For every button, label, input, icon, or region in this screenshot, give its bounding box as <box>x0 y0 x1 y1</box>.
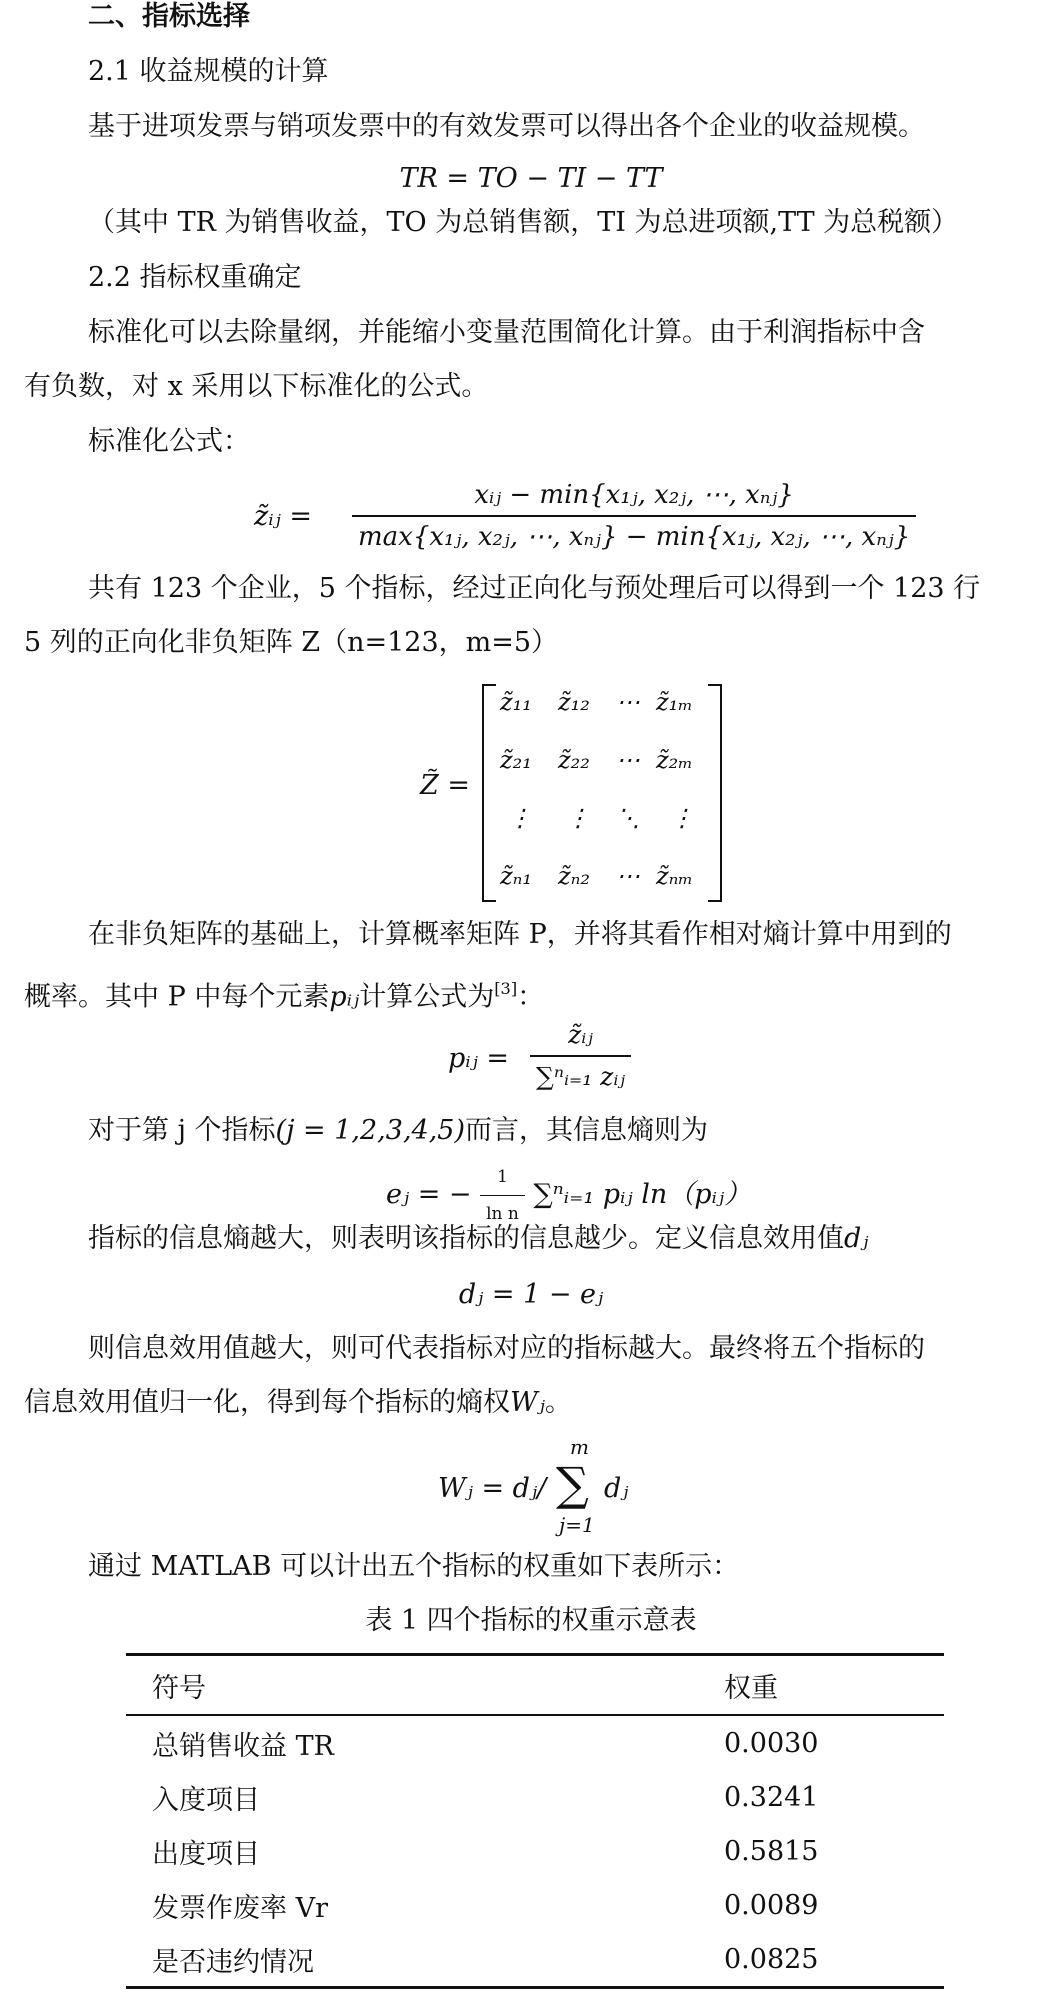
equation-e-frac-den: ln n <box>480 1195 525 1231</box>
matrix-cell: z̃ₙ₁ <box>500 862 532 890</box>
matrix-cell: ⋮ <box>566 804 590 832</box>
equation-w-sum-top: m <box>570 1435 589 1459</box>
table-cell-symbol: 是否违约情况 <box>152 1946 314 1978</box>
table-cell-symbol: 发票作废率 Vr <box>152 1892 328 1924</box>
equation-z-lhs: z̃ᵢⱼ = <box>254 501 312 532</box>
matrix-cell: z̃₁ₘ <box>656 688 693 716</box>
matrix-cell: z̃ₙ₂ <box>558 862 590 890</box>
matrix-cell: z̃₂₂ <box>558 746 590 774</box>
equation-e-lhs: eⱼ = − <box>386 1179 472 1210</box>
paragraph-4-line-2: 5 列的正向化非负矩阵 Z（n=123，m=5） <box>24 627 559 658</box>
table-cell-weight: 0.0030 <box>724 1727 819 1759</box>
equation-w-rhs: dⱼ <box>604 1473 629 1504</box>
matrix-cell: ⋯ <box>616 688 640 716</box>
equation-tr: TR = TO − TI − TT <box>399 163 663 194</box>
matrix-cell: z̃ₙₘ <box>656 862 694 890</box>
table-caption: 表 1 四个指标的权重示意表 <box>365 1605 697 1636</box>
table-header-row <box>126 1655 944 1716</box>
equation-w-sum-symbol: ∑ <box>556 1457 589 1511</box>
table-row <box>126 1932 944 1988</box>
table-header-symbol: 符号 <box>152 1672 206 1704</box>
equation-p-numerator: z̃ᵢⱼ <box>568 1020 593 1049</box>
paragraph-8-var-w: Wⱼ <box>510 1387 545 1418</box>
table-row <box>126 1824 944 1878</box>
equation-p-fraction <box>530 1018 631 1094</box>
paragraph-6 <box>88 1114 708 1148</box>
matrix-lhs: Z̃ = <box>420 770 470 801</box>
table-row <box>126 1878 944 1932</box>
matrix-cell: ⋮ <box>508 804 532 832</box>
equation-p-denominator: ∑ⁿᵢ₌₁ zᵢⱼ <box>530 1055 631 1094</box>
paragraph-6-text-a: 对于第 j 个指标 <box>88 1115 276 1146</box>
paragraph-2-line-2: 有负数，对 x 采用以下标准化的公式。 <box>24 371 489 402</box>
paragraph-7 <box>88 1222 868 1256</box>
equation-e-frac-num: 1 <box>497 1167 508 1187</box>
paragraph-5-text-c: ： <box>517 981 545 1013</box>
table-row <box>126 1770 944 1824</box>
paragraph-5-text-a: 概率。其中 P 中每个元素 <box>24 981 330 1013</box>
matrix-right-bracket <box>708 684 722 902</box>
equation-w-sum-bottom: j=1 <box>559 1513 595 1537</box>
equation-d: dⱼ = 1 − eⱼ <box>458 1279 604 1310</box>
section-heading: 二、指标选择 <box>88 1 250 32</box>
table-cell-weight: 0.0089 <box>724 1889 819 1921</box>
paragraph-5-line-2 <box>24 972 544 1014</box>
table-cell-symbol: 总销售收益 TR <box>152 1730 334 1762</box>
paragraph-5-line-1: 在非负矩阵的基础上，计算概率矩阵 P，并将其看作相对熵计算中用到的 <box>88 919 952 950</box>
equation-w-lhs: Wⱼ = dⱼ/ <box>438 1473 547 1504</box>
matrix-left-bracket <box>482 684 496 902</box>
subsection-title-2-2: 2.2 指标权重确定 <box>88 262 302 293</box>
table-cell-symbol: 入度项目 <box>152 1784 260 1816</box>
matrix-cell: z̃₁₁ <box>500 688 532 716</box>
equation-z-denominator: max{x₁ⱼ, x₂ⱼ, ⋯, xₙⱼ} − min{x₁ⱼ, x₂ⱼ, ⋯, xₙⱼ} <box>352 515 916 554</box>
paragraph-2-line-1: 标准化可以去除量纲，并能缩小变量范围简化计算。由于利润指标中含 <box>88 317 925 348</box>
table-header-weight: 权重 <box>724 1672 778 1704</box>
matrix-cell: ⋱ <box>616 804 640 832</box>
paragraph-6-math: (j = 1,2,3,4,5) <box>275 1115 465 1146</box>
paragraph-1: 基于进项发票与销项发票中的有效发票可以得出各个企业的收益规模。 <box>88 111 925 142</box>
equation-e <box>386 1160 751 1231</box>
matrix-cell: ⋯ <box>616 862 640 890</box>
paragraph-7-var-d: dⱼ <box>844 1223 869 1254</box>
paragraph-8-line-1: 则信息效用值越大，则可代表指标对应的指标越大。最终将五个指标的 <box>88 1333 925 1364</box>
paragraph-3: 标准化公式： <box>88 426 250 457</box>
equation-tr-note: （其中 TR 为销售收益，TO 为总销售额，TI 为总进项额,TT 为总税额） <box>88 207 959 238</box>
paragraph-9: 通过 MATLAB 可以计出五个指标的权重如下表所示： <box>88 1551 740 1582</box>
paragraph-8-text-b: 。 <box>544 1387 572 1418</box>
paragraph-6-text-b: 而言，其信息熵则为 <box>465 1115 708 1146</box>
citation-ref: [3] <box>494 979 518 998</box>
paragraph-4-line-1: 共有 123 个企业，5 个指标，经过正向化与预处理后可以得到一个 123 行 <box>88 573 981 604</box>
matrix-cell: z̃₂ₘ <box>656 746 693 774</box>
equation-z-fraction <box>352 478 916 554</box>
table-row <box>126 1715 944 1770</box>
paragraph-5-var-p: pᵢⱼ <box>329 981 360 1013</box>
matrix-cell: z̃₂₁ <box>500 746 532 774</box>
matrix-cell: z̃₁₂ <box>558 688 590 716</box>
table-cell-weight: 0.0825 <box>724 1943 819 1975</box>
equation-p-lhs: pᵢⱼ = <box>448 1043 510 1074</box>
weights-table <box>126 1653 944 1989</box>
equation-z-numerator: xᵢⱼ − min{x₁ⱼ, x₂ⱼ, ⋯, xₙⱼ} <box>474 480 794 510</box>
table-cell-symbol: 出度项目 <box>152 1838 260 1870</box>
matrix-cell: ⋮ <box>670 804 694 832</box>
paragraph-7-text: 指标的信息熵越大，则表明该指标的信息越少。定义信息效用值 <box>88 1223 844 1254</box>
table-cell-weight: 0.5815 <box>724 1835 819 1867</box>
paragraph-8-text-a: 信息效用值归一化，得到每个指标的熵权 <box>24 1387 510 1418</box>
matrix-cell: ⋯ <box>616 746 640 774</box>
paragraph-5-text-b: 计算公式为 <box>359 981 495 1013</box>
subsection-title-2-1: 2.1 收益规模的计算 <box>88 56 329 87</box>
table-cell-weight: 0.3241 <box>724 1781 819 1813</box>
matrix-z <box>420 676 720 906</box>
paragraph-8-line-2 <box>24 1386 572 1420</box>
equation-e-rhs: ∑ⁿᵢ₌₁ pᵢⱼ ln（pᵢⱼ） <box>533 1179 752 1210</box>
